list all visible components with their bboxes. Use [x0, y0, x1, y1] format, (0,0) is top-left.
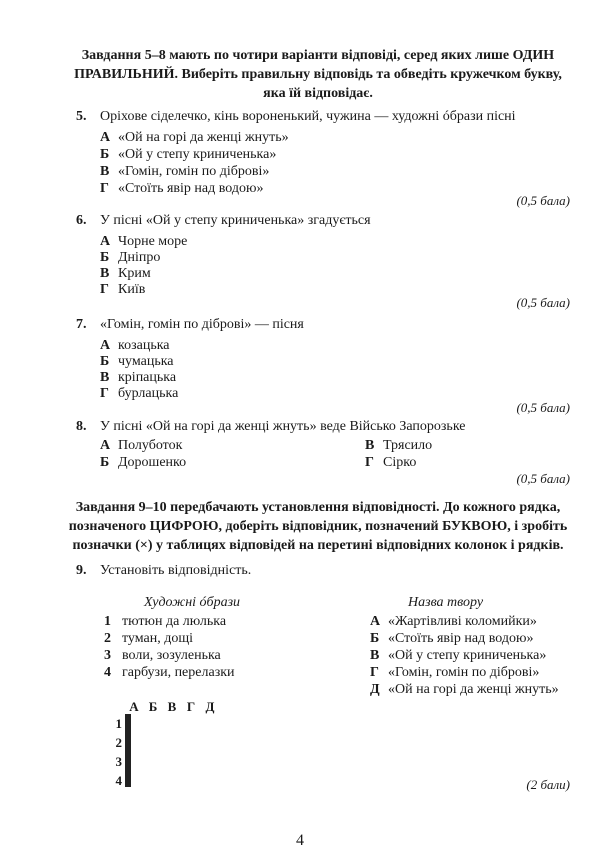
left-item: 3 воли, зозуленька: [104, 648, 221, 663]
right-item: Д «Ой на горі да женці жнуть»: [370, 682, 559, 697]
left-item: 2 туман, дощі: [104, 631, 194, 646]
grid-col-header: Б: [148, 699, 158, 714]
option-a[interactable]: А Чорне море: [100, 234, 188, 249]
question-number: 8.: [76, 419, 87, 434]
option-b[interactable]: Б «Ой у степу криниченька»: [100, 147, 277, 162]
page-number: 4: [296, 832, 304, 849]
right-item: Г «Гомін, гомін по діброві»: [370, 665, 540, 680]
grid-col-header: Д: [205, 699, 215, 714]
grid-cell[interactable]: [130, 715, 131, 733]
option-b[interactable]: Б Дніпро: [100, 250, 161, 265]
grid-row-header: 1: [115, 716, 122, 731]
option-b[interactable]: Б чумацька: [100, 354, 174, 369]
left-column-header: Художні óбрази: [144, 595, 241, 610]
left-item: 1 тютюн да люлька: [104, 614, 227, 629]
grid-cell[interactable]: [130, 733, 131, 751]
right-item: А «Жартівливі коломийки»: [370, 614, 537, 629]
option-b[interactable]: Б Дорошенко: [100, 455, 187, 470]
right-column-header: Назва твору: [408, 595, 484, 610]
option-h[interactable]: Г Київ: [100, 282, 146, 297]
option-h[interactable]: Г Сірко: [365, 455, 417, 470]
option-a[interactable]: А козацька: [100, 338, 170, 353]
right-item: В «Ой у степу криниченька»: [370, 648, 547, 663]
option-h[interactable]: Г бурлацька: [100, 386, 179, 401]
score-label: (0,5 бала): [516, 295, 570, 310]
option-a[interactable]: А Полуботок: [100, 438, 183, 453]
score-label: (0,5 бала): [516, 193, 570, 208]
grid-cell[interactable]: [130, 769, 131, 787]
question-text: У пісні «Ой на горі да женці жнуть» веде Військо Запорозьке: [100, 419, 466, 434]
option-v[interactable]: В «Гомін, гомін по діброві»: [100, 164, 270, 179]
question-number: 6.: [76, 213, 87, 228]
question-number: 5.: [76, 109, 87, 124]
left-item: 4 гарбузи, перелазки: [104, 665, 235, 680]
grid-row-header: 3: [115, 754, 122, 769]
grid-cell[interactable]: [130, 751, 131, 769]
question-text: Оріхове сіделечко, кінь вороненький, чужина — художні óбрази пісні: [100, 109, 516, 124]
instruction-5-8: Завдання 5–8 мають по чотири варіанти відповіді, серед яких лише ОДИН ПРАВИЛЬНИЙ. Виберіть правильну відповідь та обведіть кружечком букву, яка їй відповідає.: [74, 48, 562, 101]
instruction-9-10: Завдання 9–10 передбачають установлення відповідності. До кожного рядка, позначеного ЦИФРОЮ, доберіть відповідник, позначений БУКВОЮ, і зробіть позначки (×) у таблицях відповідей на перетині відповідних колонок і рядків.: [68, 500, 568, 553]
score-label: (0,5 бала): [516, 471, 570, 486]
grid-col-header: В: [167, 699, 177, 714]
right-item: Б «Стоїть явір над водою»: [370, 631, 534, 646]
option-v[interactable]: В Крим: [100, 266, 151, 281]
grid-row-header: 2: [115, 735, 122, 750]
option-v[interactable]: В Трясило: [365, 438, 433, 453]
grid-col-header: Г: [186, 699, 196, 714]
score-label: (0,5 бала): [516, 400, 570, 415]
question-text: У пісні «Ой у степу криниченька» згадується: [100, 213, 371, 228]
question-text-9: Установіть відповідність.: [100, 563, 252, 578]
grid-row-header: 4: [115, 773, 122, 788]
score-label-9: (2 бали): [526, 777, 570, 792]
answer-table: [125, 714, 131, 787]
option-a[interactable]: А «Ой на горі да женці жнуть»: [100, 130, 289, 145]
option-h[interactable]: Г «Стоїть явір над водою»: [100, 181, 264, 196]
option-v[interactable]: В кріпацька: [100, 370, 177, 385]
question-number-9: 9.: [76, 563, 87, 578]
question-text: «Гомін, гомін по діброві» — пісня: [100, 317, 304, 332]
question-number: 7.: [76, 317, 87, 332]
grid-col-header: А: [129, 699, 139, 714]
